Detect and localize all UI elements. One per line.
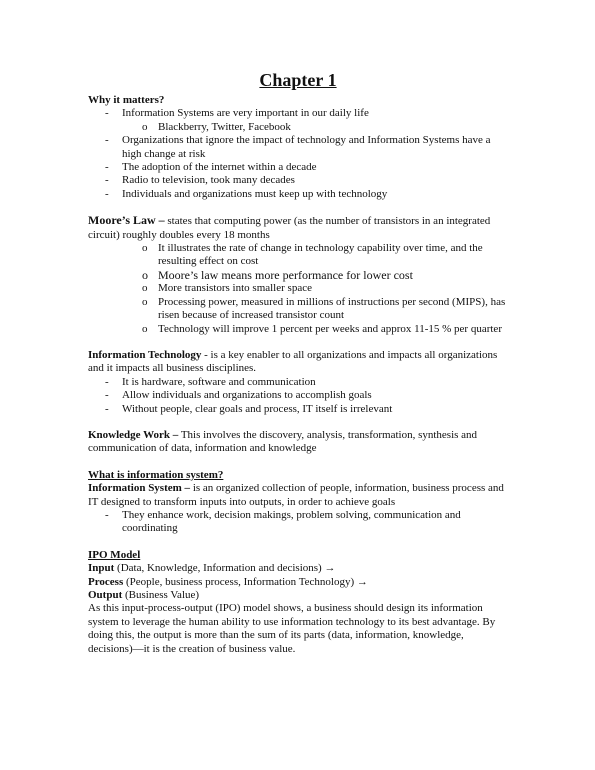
section-moores-law — [88, 214, 508, 336]
ipo-input-text: (Data, Knowledge, Information and decisions) → — [114, 562, 336, 575]
ipo-process-text: (People, business process, Information Technology) → — [123, 575, 368, 588]
moore-list — [88, 242, 508, 336]
why-item: - Information Systems are very important in our daily life — [88, 107, 508, 120]
why-heading: Why it matters? — [88, 94, 165, 106]
it-item: - Without people, clear goals and process, IT itself is irrelevant — [88, 403, 508, 416]
section-ipo-model — [88, 549, 508, 656]
why-item: - Individuals and organizations must keep up with technology — [88, 188, 508, 201]
moore-item: o Technology will improve 1 percent per weeks and approx 11-15 % per quarter — [88, 323, 508, 336]
section-information-system — [88, 469, 508, 536]
section-why-it-matters — [88, 94, 508, 201]
ipo-paragraph: As this input-process-output (IPO) model shows, a business should design its information system to leverage the human ability to use information technology to its best advantage. By doing this, the output is more than the sum of its parts (data, information, knowledge, decisions)—it is the creation of business value. — [88, 602, 496, 655]
it-term: Information Technology — [88, 348, 202, 361]
ipo-process-term: Process — [88, 575, 124, 588]
ipo-process-line — [88, 576, 508, 589]
why-sublist — [88, 121, 508, 134]
it-definition — [88, 349, 508, 376]
moore-definition-text: states that computing power (as the number of transistors in an integrated circuit) roughly doubles every 18 months — [88, 215, 491, 241]
ipo-output-text: (Business Value) — [122, 589, 200, 601]
ipo-heading: IPO Model — [88, 548, 141, 561]
why-list-continued — [88, 134, 508, 201]
is-term: Information System – — [88, 482, 191, 495]
why-item: - Organizations that ignore the impact of technology and Information Systems have a high change at risk — [88, 134, 508, 161]
it-item: - It is hardware, software and communication — [88, 376, 508, 389]
section-knowledge-work — [88, 429, 508, 456]
is-definition — [88, 482, 508, 509]
ipo-output-line — [88, 589, 508, 602]
is-heading: What is information system? — [88, 468, 224, 481]
page-title: Chapter 1 — [259, 70, 337, 90]
ipo-output-term: Output — [88, 589, 123, 601]
is-item: - They enhance work, decision makings, problem solving, communication and coordinating — [88, 509, 508, 536]
why-item: - The adoption of the internet within a decade — [88, 161, 508, 174]
section-information-technology — [88, 349, 508, 416]
ipo-input-line — [88, 562, 508, 575]
ipo-input-term: Input — [88, 562, 115, 575]
it-definition-text: - is a key enabler to all organizations and impacts all organizations and it impacts all business disciplines. — [88, 348, 498, 375]
moore-term: Moore’s Law – — [88, 213, 165, 228]
moore-item: o Moore’s law means more performance for lower cost — [88, 269, 508, 282]
is-list — [88, 509, 508, 536]
it-list — [88, 376, 508, 416]
it-item: - Allow individuals and organizations to accomplish goals — [88, 389, 508, 402]
why-list — [88, 107, 508, 120]
kw-definition — [88, 429, 508, 456]
why-subitem: o Blackberry, Twitter, Facebook — [88, 121, 508, 134]
kw-term: Knowledge Work – — [88, 428, 179, 441]
moore-item: o Processing power, measured in millions of instructions per second (MIPS), has risen because of increased transistor count — [88, 296, 508, 323]
document-page — [88, 70, 508, 656]
moore-item: o More transistors into smaller space — [88, 282, 508, 295]
is-definition-text: is an organized collection of people, information, business process and IT designed to transform inputs into outputs, in order to achieve goals — [88, 482, 504, 508]
why-item: - Radio to television, took many decades — [88, 174, 508, 187]
kw-definition-text: This involves the discovery, analysis, transformation, synthesis and communication of data, information and knowledge — [88, 428, 478, 455]
moore-definition — [88, 214, 508, 242]
moore-item: o It illustrates the rate of change in technology capability over time, and the resulting effect on cost — [88, 242, 508, 269]
